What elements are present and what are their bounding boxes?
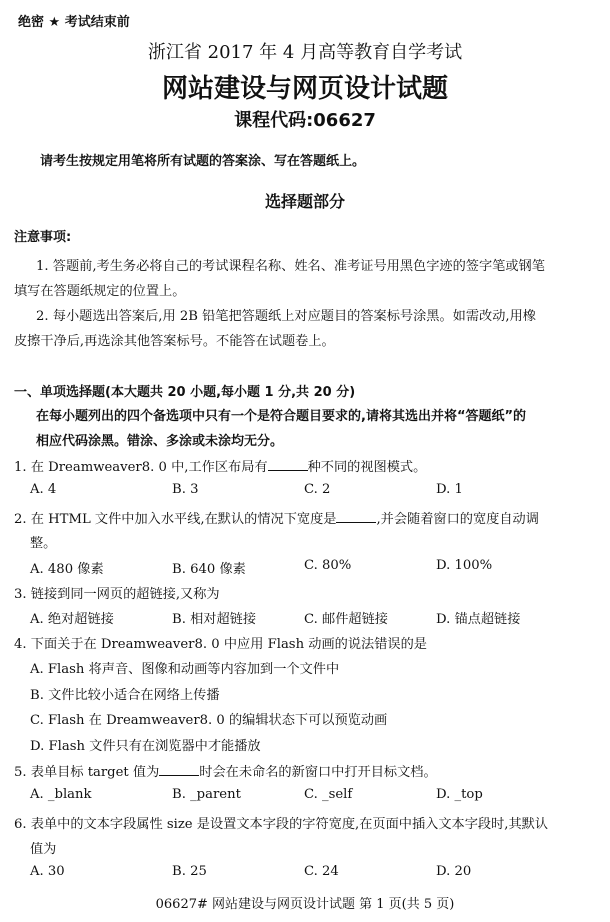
option-b: B. 相对超链接 — [172, 612, 257, 627]
note-2-line-2: 皮擦干净后,再选涂其他答案标号。不能答在试题卷上。 — [14, 334, 335, 349]
page-footer: 06627# 网站建设与网页设计试题 第 1 页(共 5 页) — [155, 897, 455, 912]
question-3: 3. 链接到同一网页的超链接,又称为 — [14, 587, 220, 602]
option-b: B. _parent — [172, 787, 241, 802]
question-text: 5. 表单目标 target 值为 — [14, 765, 160, 780]
option-a: A. 4 — [30, 482, 57, 497]
option-c: C. 24 — [304, 864, 339, 879]
question-text: 时会在未命名的新窗口中打开目标文档。 — [199, 765, 437, 780]
option-d: D. 1 — [436, 482, 463, 497]
question-1 — [14, 456, 426, 475]
option-c: C. 邮件超链接 — [304, 612, 388, 627]
part-description-line-1: 在每小题列出的四个备选项中只有一个是符合题目要求的,请将其选出并将“答题纸”的 — [36, 409, 527, 424]
question-6-line-1: 6. 表单中的文本字段属性 size 是设置文本字段的字符宽度,在页面中插入文本字段时,其默认 — [14, 817, 549, 832]
option-c: C. 2 — [304, 482, 331, 497]
option-b: B. 文件比较小适合在网络上传播 — [30, 688, 220, 703]
part-description-line-2: 相应代码涂黑。错涂、多涂或未涂均无分。 — [36, 434, 284, 449]
answer-blank — [159, 763, 199, 776]
notes-heading: 注意事项: — [14, 230, 72, 245]
answer-instruction: 请考生按规定用笔将所有试题的答案涂、写在答题纸上。 — [40, 154, 366, 169]
question-5 — [14, 761, 437, 780]
option-b: B. 640 像素 — [172, 562, 246, 577]
question-text: 1. 在 Dreamweaver8. 0 中,工作区布局有 — [14, 460, 268, 475]
option-b: B. 25 — [172, 864, 207, 879]
course-code: 课程代码:06627 — [234, 110, 376, 131]
option-d: D. 锚点超链接 — [436, 612, 521, 627]
answer-blank — [268, 458, 308, 471]
option-a: A. 绝对超链接 — [30, 612, 114, 627]
question-text: 种不同的视图模式。 — [307, 460, 427, 475]
page-title: 网站建设与网页设计试题 — [161, 74, 448, 104]
option-d: D. Flash 文件只有在浏览器中才能播放 — [30, 739, 261, 754]
part-heading: 一、单项选择题(本大题共 20 小题,每小题 1 分,共 20 分) — [14, 385, 356, 400]
note-1-line-2: 填写在答题纸规定的位置上。 — [14, 284, 186, 299]
confidential-label: 绝密 ★ 考试结束前 — [18, 15, 130, 30]
question-6-line-2: 值为 — [30, 842, 57, 857]
option-a: A. _blank — [30, 787, 92, 802]
note-1-line-1: 1. 答题前,考生务必将自己的考试课程名称、姓名、准考证号用黑色字迹的签字笔或钢笔 — [36, 259, 545, 274]
option-a: A. Flash 将声音、图像和动画等内容加到一个文件中 — [30, 662, 340, 677]
question-text: ,并会随着窗口的宽度自动调 — [376, 512, 539, 527]
option-a: A. 30 — [30, 864, 65, 879]
question-4: 4. 下面关于在 Dreamweaver8. 0 中应用 Flash 动画的说法错误的是 — [14, 637, 427, 652]
option-d: D. 20 — [436, 864, 472, 879]
option-d: D. 100% — [436, 558, 493, 573]
option-c: C. 80% — [304, 558, 352, 573]
option-c: C. Flash 在 Dreamweaver8. 0 的编辑状态下可以预览动画 — [30, 713, 388, 728]
option-a: A. 480 像素 — [30, 562, 104, 577]
answer-blank — [336, 510, 376, 523]
question-text: 2. 在 HTML 文件中加入水平线,在默认的情况下宽度是 — [14, 512, 337, 527]
option-d: D. _top — [436, 787, 483, 802]
option-c: C. _self — [304, 787, 353, 802]
exam-session: 浙江省 2017 年 4 月高等教育自学考试 — [147, 42, 463, 63]
question-2-continued: 整。 — [30, 536, 57, 551]
question-2 — [14, 508, 539, 527]
section-title: 选择题部分 — [264, 192, 345, 211]
note-2-line-1: 2. 每小题选出答案后,用 2B 铅笔把答题纸上对应题目的答案标号涂黑。如需改动,用橡 — [36, 309, 536, 324]
option-b: B. 3 — [172, 482, 199, 497]
